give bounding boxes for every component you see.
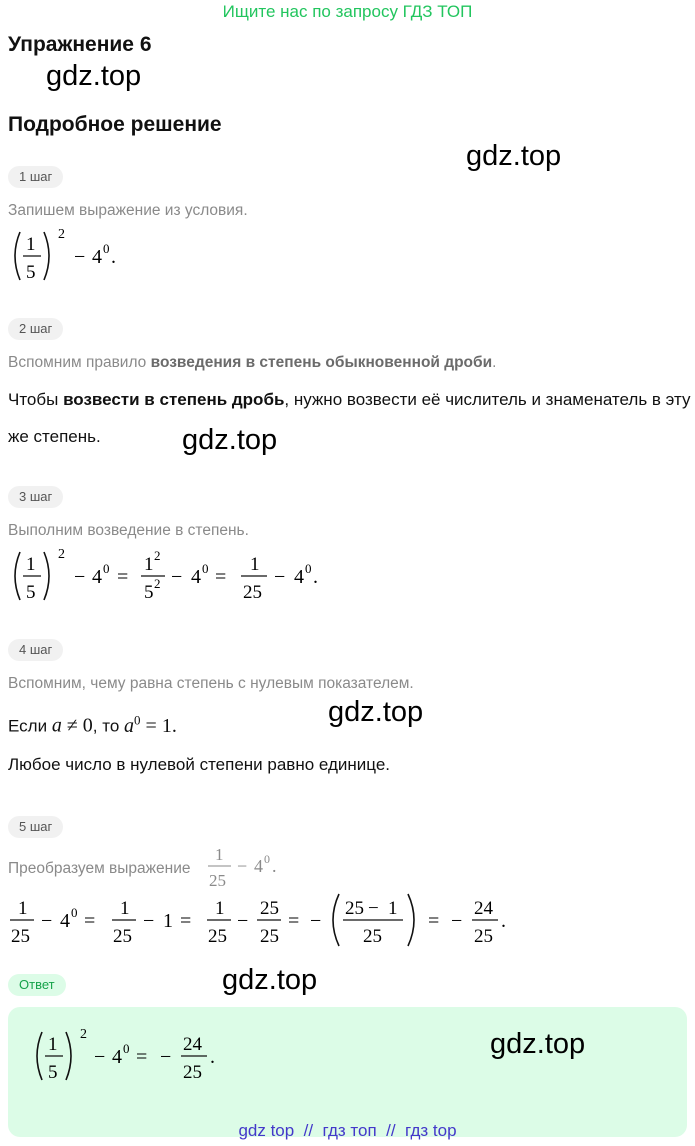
svg-text:2: 2 bbox=[154, 548, 161, 563]
step-1-formula bbox=[8, 226, 148, 288]
watermark: gdz.top bbox=[466, 140, 562, 172]
svg-text:2: 2 bbox=[154, 576, 161, 591]
svg-text:=: = bbox=[136, 1046, 148, 1068]
svg-text:25: 25 bbox=[260, 898, 279, 919]
svg-text:.: . bbox=[111, 246, 116, 268]
svg-text:1: 1 bbox=[144, 554, 154, 575]
svg-text:−: − bbox=[160, 1046, 172, 1068]
svg-text:1: 1 bbox=[48, 1034, 58, 1055]
svg-text:−: − bbox=[143, 910, 155, 932]
svg-text:2: 2 bbox=[58, 227, 65, 242]
svg-text:=: = bbox=[84, 910, 96, 932]
svg-text:1: 1 bbox=[215, 845, 224, 864]
svg-text:1: 1 bbox=[18, 898, 28, 919]
svg-text:5: 5 bbox=[26, 582, 36, 603]
svg-text:−: − bbox=[94, 1046, 106, 1068]
step-4-rule-line2: Любое число в нулевой степени равно единице. bbox=[8, 755, 391, 774]
svg-text:−: − bbox=[74, 246, 86, 268]
step-badge-4: 4 шаг bbox=[8, 639, 63, 661]
svg-text:2: 2 bbox=[58, 547, 65, 562]
svg-text:24: 24 bbox=[183, 1034, 202, 1055]
svg-text:5: 5 bbox=[26, 262, 36, 283]
svg-text:4: 4 bbox=[92, 246, 102, 268]
section-title: Подробное решение bbox=[8, 113, 222, 136]
svg-text:25: 25 bbox=[345, 898, 364, 919]
svg-text:−: − bbox=[451, 910, 463, 932]
step-5-text: Преобразуем выражение bbox=[8, 860, 191, 877]
svg-text:25: 25 bbox=[260, 926, 279, 947]
svg-text:0: 0 bbox=[103, 241, 110, 256]
svg-text:0: 0 bbox=[71, 905, 78, 920]
svg-text:−: − bbox=[310, 910, 322, 932]
page-title: Упражнение 6 bbox=[8, 33, 152, 56]
svg-text:25: 25 bbox=[208, 926, 227, 947]
answer-formula bbox=[30, 1026, 230, 1090]
svg-text:5: 5 bbox=[48, 1062, 58, 1083]
watermark: gdz.top bbox=[328, 696, 424, 728]
svg-text:0: 0 bbox=[202, 561, 209, 576]
svg-text:25: 25 bbox=[113, 926, 132, 947]
svg-text:1: 1 bbox=[26, 554, 36, 575]
step-badge-2: 2 шаг bbox=[8, 318, 63, 340]
svg-text:25: 25 bbox=[11, 926, 30, 947]
step-2-rule: Чтобы возвести в степень дробь, нужно возвести её числитель и знаменатель в эту же степень. bbox=[8, 390, 691, 446]
svg-text:25: 25 bbox=[209, 871, 226, 890]
svg-text:25: 25 bbox=[243, 582, 262, 603]
svg-text:25: 25 bbox=[183, 1062, 202, 1083]
svg-text:0: 0 bbox=[264, 852, 270, 866]
watermark: gdz.top bbox=[182, 424, 278, 456]
svg-text:=: = bbox=[180, 910, 192, 932]
step-badge-5: 5 шаг bbox=[8, 816, 63, 838]
step-2-text: Вспомним правило возведения в степень обыкновенной дроби. bbox=[8, 354, 497, 371]
svg-text:−: − bbox=[237, 856, 248, 876]
svg-text:=: = bbox=[117, 566, 129, 588]
footer-links[interactable]: gdz top // гдз топ // гдз top bbox=[238, 1121, 457, 1140]
watermark: gdz.top bbox=[490, 1028, 586, 1060]
svg-text:=: = bbox=[428, 910, 440, 932]
svg-text:4: 4 bbox=[92, 566, 102, 588]
step-5-formula bbox=[8, 890, 518, 952]
svg-text:=: = bbox=[288, 910, 300, 932]
svg-text:−: − bbox=[171, 566, 183, 588]
svg-text:2: 2 bbox=[80, 1027, 87, 1042]
watermark: gdz.top bbox=[222, 964, 318, 996]
svg-text:−: − bbox=[274, 566, 286, 588]
svg-text:1: 1 bbox=[215, 898, 225, 919]
svg-text:5: 5 bbox=[144, 582, 154, 603]
step-3-formula bbox=[8, 546, 338, 608]
svg-text:1: 1 bbox=[120, 898, 130, 919]
search-banner[interactable]: Ищите нас по запросу ГДЗ ТОП bbox=[222, 2, 473, 21]
svg-text:.: . bbox=[272, 856, 277, 876]
svg-text:.: . bbox=[501, 910, 506, 932]
step-3-text: Выполним возведение в степень. bbox=[8, 522, 249, 539]
svg-text:−: − bbox=[41, 910, 53, 932]
svg-text:1: 1 bbox=[26, 234, 36, 255]
svg-text:4: 4 bbox=[191, 566, 201, 588]
svg-text:25: 25 bbox=[474, 926, 493, 947]
svg-text:4: 4 bbox=[60, 910, 70, 932]
step-badge-1: 1 шаг bbox=[8, 166, 63, 188]
svg-text:.: . bbox=[210, 1046, 215, 1068]
svg-text:1: 1 bbox=[163, 910, 173, 932]
svg-text:1: 1 bbox=[250, 554, 260, 575]
svg-text:=: = bbox=[215, 566, 227, 588]
svg-text:25: 25 bbox=[363, 926, 382, 947]
svg-text:24: 24 bbox=[474, 898, 493, 919]
svg-text:0: 0 bbox=[103, 561, 110, 576]
svg-text:4: 4 bbox=[112, 1046, 122, 1068]
svg-text:1: 1 bbox=[388, 898, 398, 919]
step-1-text: Запишем выражение из условия. bbox=[8, 202, 248, 219]
watermark: gdz.top bbox=[46, 60, 142, 92]
step-5-inline-formula bbox=[204, 842, 284, 890]
step-4-text: Вспомним, чему равна степень с нулевым показателем. bbox=[8, 675, 414, 692]
svg-text:0: 0 bbox=[305, 561, 312, 576]
step-badge-3: 3 шаг bbox=[8, 486, 63, 508]
svg-text:−: − bbox=[368, 898, 379, 919]
svg-text:4: 4 bbox=[254, 856, 263, 876]
answer-badge: Ответ bbox=[8, 974, 66, 996]
svg-text:.: . bbox=[313, 566, 318, 588]
svg-text:−: − bbox=[74, 566, 86, 588]
svg-text:4: 4 bbox=[294, 566, 304, 588]
step-4-rule: Если a ≠ 0, то $a^0 = 1$. bbox=[8, 712, 177, 737]
svg-text:0: 0 bbox=[123, 1041, 130, 1056]
svg-text:−: − bbox=[237, 910, 249, 932]
